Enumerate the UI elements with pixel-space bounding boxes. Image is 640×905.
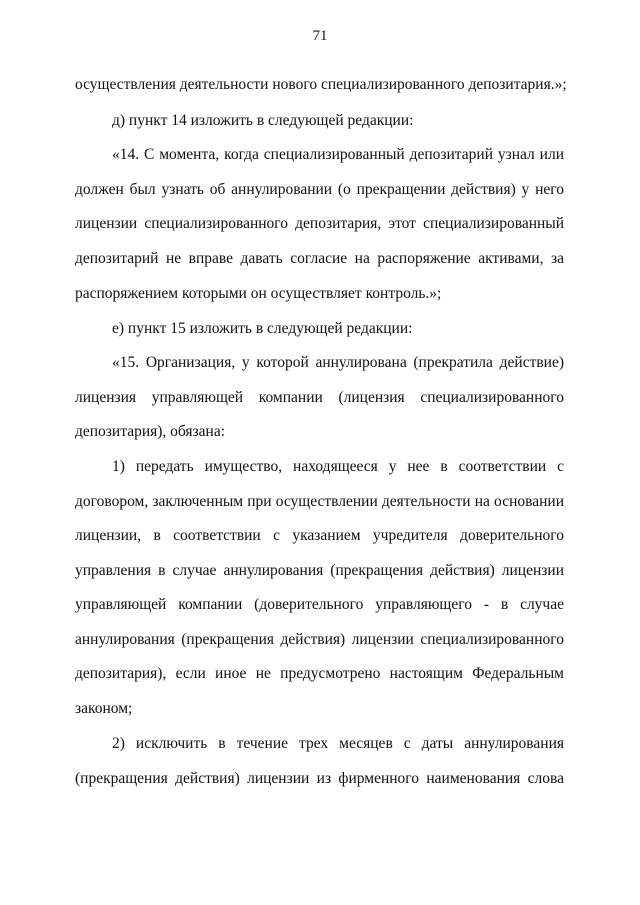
text-line: законом;	[75, 700, 133, 717]
text-line: д) пункт 14 изложить в следующей редакции:	[112, 112, 414, 129]
text-line: лицензии специализированного депозитария, этот специализированный	[75, 215, 564, 232]
text-line: депозитария), обязана:	[75, 423, 226, 440]
page-number: 71	[312, 28, 328, 44]
text-line: 2) исключить в течение трех месяцев с даты аннулирования	[112, 735, 564, 752]
text-line: «15. Организация, у которой аннулирована (прекратила действие)	[112, 354, 564, 371]
text-line: управляющей компании (доверительного управляющего - в случае	[75, 596, 564, 613]
text-line: е) пункт 15 изложить в следующей редакции:	[112, 320, 413, 337]
text-line: 1) передать имущество, находящееся у нее в соответствии с	[112, 458, 564, 475]
text-line: управления в случае аннулирования (прекращения действия) лицензии	[75, 562, 564, 579]
text-line: осуществления деятельности нового специализированного депозитария.»;	[75, 76, 567, 93]
text-line: лицензии, в соответствии с указанием учредителя доверительного	[75, 527, 564, 544]
text-line: депозитарий не вправе давать согласие на распоряжение активами, за	[75, 250, 564, 267]
text-line: лицензия управляющей компании (лицензия специализированного	[75, 389, 564, 406]
text-line: депозитария), если иное не предусмотрено настоящим Федеральным	[75, 665, 564, 682]
text-line: должен был узнать об аннулировании (о прекращении действия) у него	[75, 181, 564, 198]
text-line: (прекращения действия) лицензии из фирменного наименования слова	[75, 770, 564, 787]
text-line: распоряжением которыми он осуществляет контроль.»;	[75, 285, 442, 302]
text-line: договором, заключенным при осуществлении деятельности на основании	[75, 493, 564, 510]
text-line: аннулирования (прекращения действия) лицензии специализированного	[75, 631, 564, 648]
text-line: «14. С момента, когда специализированный депозитарий узнал или	[112, 146, 564, 163]
